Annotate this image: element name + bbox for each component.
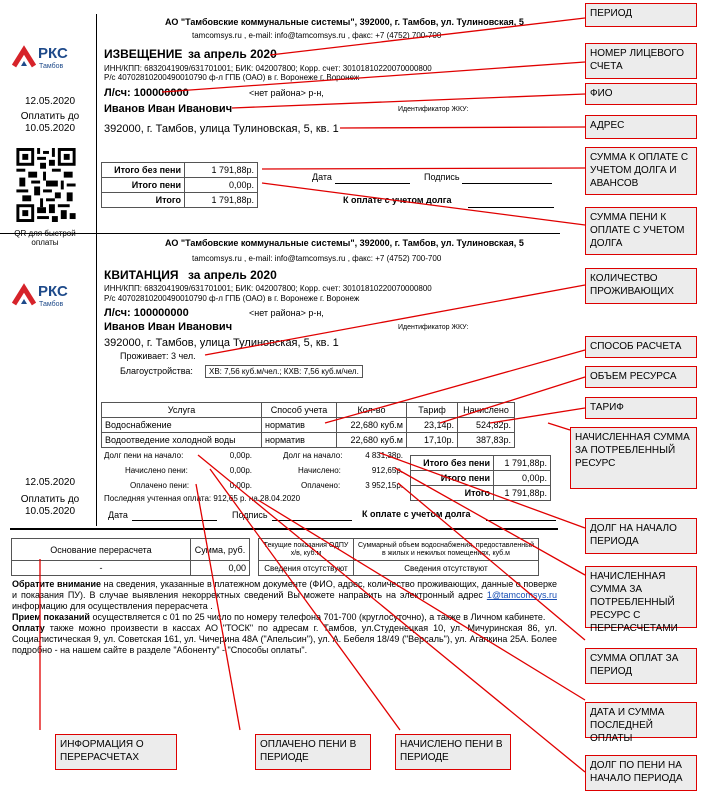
notice-sign-label: Подпись	[424, 172, 460, 182]
notice-pay-until-label: Оплатить до	[20, 111, 80, 122]
callout-recalc-info: ИНФОРМАЦИЯ О ПЕРЕРАСЧЕТАХ	[55, 734, 177, 770]
receipt-contacts-line: tamcomsys.ru , e-mail: info@tamcomsys.ru , факс: +7 (4752) 700-700	[192, 254, 442, 263]
service-charged: 524,82р.	[458, 418, 515, 433]
note-verify-bold: Обратите внимание	[12, 579, 102, 589]
notice-inn: ИНН/КПП: 6832041909/631701001; БИК: 042007800; Корр. счет: 30101810220070000800	[104, 64, 432, 73]
callout-residents: КОЛИЧЕСТВО ПРОЖИВАЮЩИХ	[585, 268, 697, 304]
notice-totals-table	[101, 162, 258, 208]
receipt-date: 12.05.2020	[24, 477, 76, 488]
company-logo	[12, 42, 70, 82]
charged-value: 912,65р.	[371, 466, 403, 475]
notes-block	[12, 579, 557, 656]
callout-tariff: ТАРИФ	[585, 397, 697, 419]
receipt-date-label: Дата	[108, 510, 128, 520]
receipt-name: Иванов Иван Иванович	[104, 321, 233, 333]
notice-address: 392000, г. Тамбов, улица Тулиновская, 5, кв. 1	[104, 123, 339, 135]
receipt-date-line	[132, 520, 217, 521]
odpu-head: Текущие показания ОДПУ х/в, куб.м	[259, 539, 354, 561]
notice-total-label: Итого без пени	[102, 163, 185, 178]
notice-company-line: АО "Тамбовские коммунальные системы", 392000, г. Тамбов, ул. Тулиновская, 5	[165, 17, 524, 27]
notice-total-label: Итого пени	[102, 178, 185, 193]
notice-account: Л/сч: 100000000	[104, 87, 189, 99]
receipt-bottom-divider	[10, 528, 558, 530]
note-verify	[12, 579, 557, 612]
note-email-link[interactable]: 1@tamcomsys.ru	[486, 590, 557, 600]
notice-date-line	[335, 183, 410, 184]
volume-value: Сведения отсутствуют	[354, 561, 539, 576]
receipt-total-value: 1 791,88р.	[494, 456, 551, 471]
notice-total-value: 0,00р.	[185, 178, 258, 193]
receipt-sign-line	[272, 520, 352, 521]
notice-total-value: 1 791,88р.	[185, 163, 258, 178]
notice-period: за апрель 2020	[188, 47, 277, 61]
peni-paid-value: 0,00р.	[229, 481, 252, 490]
callout-account-no: НОМЕР ЛИЦЕВОГО СЧЕТА	[585, 43, 697, 79]
receipt-rs: Р/с 40702810200490010790 ф-л ГПБ (ОАО) в г. Воронеже г. Воронеж	[104, 294, 360, 303]
odpu-table	[258, 538, 539, 576]
notice-date-label: Дата	[312, 172, 332, 182]
receipt-total-label: Итого без пени	[411, 456, 494, 471]
callout-debt-start: ДОЛГ НА НАЧАЛО ПЕРИОДА	[585, 518, 697, 554]
services-table	[101, 402, 515, 448]
qr-caption: оплаты	[31, 238, 59, 247]
receipt-account: Л/сч: 100000000	[104, 307, 189, 319]
notice-pay-until: 10.05.2020	[24, 123, 76, 134]
recalc-sum: 0,00	[191, 561, 250, 576]
company-logo	[12, 280, 70, 320]
receipt-total-value: 1 791,88р.	[494, 486, 551, 501]
note-readings-bold: Прием показаний	[12, 612, 90, 622]
notice-total-value: 1 791,88р.	[185, 193, 258, 208]
service-qty: 22,680 куб.м	[337, 433, 407, 448]
peni-charged-label: Начислено пени:	[125, 466, 188, 475]
notice-pay-line	[468, 207, 554, 208]
services-head-qty: Кол-во	[337, 403, 407, 418]
service-method: норматив	[262, 418, 337, 433]
receipt-inn: ИНН/КПП: 6832041909/631701001; БИК: 042007800; Корр. счет: 30101810220070000800	[104, 284, 432, 293]
logo-text: РКС	[38, 45, 68, 62]
services-head-method: Способ учета	[262, 403, 337, 418]
note-verify-text: на сведения, указанные в платежном документе (ФИО, адрес, количество проживающих, данные о поверке и показания ПУ). В случае выявления некорректных сведений Вы можете направить на электронный адрес	[12, 579, 557, 600]
notice-contacts-line: tamcomsys.ru , e-mail: info@tamcomsys.ru , факс: +7 (4752) 700-700	[192, 31, 442, 40]
receipt-period: за апрель 2020	[188, 268, 277, 282]
vertical-divider	[96, 14, 97, 526]
receipt-title: КВИТАНЦИЯ	[104, 268, 179, 282]
callout-peni-charged: НАЧИСЛЕНО ПЕНИ В ПЕРИОДЕ	[395, 734, 511, 770]
receipt-pay-line	[486, 520, 556, 521]
debt-start-value: 4 831,38р.	[365, 451, 403, 460]
callout-volume: ОБЪЕМ РЕСУРСА	[585, 366, 697, 388]
services-head-service: Услуга	[102, 403, 262, 418]
callout-charged-recalc: НАЧИСЛЕННАЯ СУММА ЗА ПОТРЕБЛЕННЫЙ РЕСУРС С ПЕРЕРАСЧЕТАМИ	[585, 566, 697, 628]
callout-sum-with-debt: СУММА К ОПЛАТЕ С УЧЕТОМ ДОЛГА И АВАНСОВ	[585, 147, 697, 195]
peni-debt-start-label: Долг пени на начало:	[104, 451, 184, 460]
callout-charged: НАЧИСЛЕННАЯ СУММА ЗА ПОТРЕБЛЕННЫЙ РЕСУРС	[570, 427, 697, 489]
callout-peni-debt-start: ДОЛГ ПО ПЕНИ НА НАЧАЛО ПЕРИОДА	[585, 755, 697, 791]
note-payment	[12, 623, 557, 656]
service-method: норматив	[262, 433, 337, 448]
logo-subtext: Тамбов	[39, 301, 64, 308]
callout-peni-with-debt: СУММА ПЕНИ К ОПЛАТЕ С УЧЕТОМ ДОЛГА	[585, 207, 697, 255]
note-readings	[12, 612, 557, 623]
notice-rs: Р/с 40702810200490010790 ф-л ГПБ (ОАО) в г. Воронеже г. Воронеж	[104, 73, 360, 82]
peni-paid-label: Оплачено пени:	[130, 481, 190, 490]
logo-text: РКС	[38, 283, 68, 300]
receipt-amenities-label: Благоустройства:	[120, 366, 193, 376]
receipt-total-label: Итого	[411, 486, 494, 501]
debt-start-label: Долг на начало:	[283, 451, 343, 460]
notice-sign-line	[462, 183, 552, 184]
charged-label: Начислено:	[298, 466, 341, 475]
notice-total-label: Итого	[102, 193, 185, 208]
note-payment-bold: Оплату	[12, 623, 45, 633]
receipt-residents: Проживает: 3 чел.	[120, 351, 196, 361]
callout-fio: ФИО	[585, 83, 697, 105]
recalc-basis: -	[12, 561, 191, 576]
paid-label: Оплачено:	[301, 481, 341, 490]
service-name: Водоснабжение	[102, 418, 262, 433]
receipt-pay-until-label: Оплатить до	[20, 494, 80, 505]
receipt-amenities: ХВ: 7,56 куб.м/чел.; КХВ: 7,56 куб.м/чел.	[205, 365, 363, 378]
receipt-zku-label: Идентификатор ЖКУ:	[398, 324, 469, 331]
receipt-sign-label: Подпись	[232, 510, 268, 520]
note-readings-text: осуществляется с 01 по 25 число по номеру телефона 701-700 (круглосуточно), а также в Личном кабинете.	[89, 612, 546, 622]
note-verify-end: информацию для осуществления перерасчета .	[12, 601, 213, 611]
receipt-totals-table	[410, 455, 551, 501]
volume-head: Суммарный объем водоснабжения, предоставленный в жилых и нежилых помещениях, куб.м	[354, 539, 539, 561]
service-tariff: 17,10р.	[407, 433, 458, 448]
callout-period: ПЕРИОД	[585, 3, 697, 27]
callout-peni-paid: ОПЛАЧЕНО ПЕНИ В ПЕРИОДЕ	[255, 734, 371, 770]
table-row	[102, 418, 515, 433]
receipt-pay-with-debt: К оплате с учетом долга	[362, 509, 471, 519]
callout-address: АДРЕС	[585, 115, 697, 139]
peni-charged-value: 0,00р.	[229, 466, 252, 475]
services-head-tariff: Тариф	[407, 403, 458, 418]
paid-value: 3 952,15р.	[365, 481, 403, 490]
qr-code	[16, 148, 76, 222]
service-tariff: 23,14р.	[407, 418, 458, 433]
receipt-district: <нет района> р-н,	[249, 308, 324, 318]
notice-pay-with-debt: К оплате с учетом долга	[343, 195, 452, 205]
receipt-company-line: АО "Тамбовские коммунальные системы", 392000, г. Тамбов, ул. Тулиновская, 5	[165, 238, 524, 248]
notice-title: ИЗВЕЩЕНИЕ	[104, 47, 183, 61]
callout-paid: СУММА ОПЛАТ ЗА ПЕРИОД	[585, 648, 697, 684]
service-qty: 22,680 куб.м	[337, 418, 407, 433]
logo-subtext: Тамбов	[39, 63, 64, 70]
notice-zku-label: Идентификатор ЖКУ:	[398, 106, 469, 113]
receipt-total-value: 0,00р.	[494, 471, 551, 486]
recalc-table	[11, 538, 250, 576]
recalc-head-sum: Сумма, руб.	[191, 539, 250, 561]
receipt-address: 392000, г. Тамбов, улица Тулиновская, 5, кв. 1	[104, 337, 339, 349]
notice-name: Иванов Иван Иванович	[104, 103, 233, 115]
callout-last-payment: ДАТА И СУММА ПОСЛЕДНЕЙ ОПЛАТЫ	[585, 702, 697, 738]
notice-receipt-divider	[0, 233, 560, 234]
notice-date: 12.05.2020	[24, 96, 76, 107]
last-payment: Последняя учтенная оплата: 912,65 р. на 28.04.2020	[104, 494, 301, 503]
table-row	[102, 433, 515, 448]
recalc-head-basis: Основание перерасчета	[12, 539, 191, 561]
receipt-total-label: Итого пени	[411, 471, 494, 486]
odpu-value: Сведения отсутствуют	[259, 561, 354, 576]
notice-district: <нет района> р-н,	[249, 88, 324, 98]
service-name: Водоотведение холодной воды	[102, 433, 262, 448]
peni-debt-start-value: 0,00р.	[229, 451, 252, 460]
services-head-charged: Начислено	[458, 403, 515, 418]
note-payment-text: также можно произвести в кассах АО "ТОСК" по адресам г. Тамбов, ул.Студенецкая 10, ул. Мичуринская 86, ул. Социалистическая 9, ул. Советская 161, ул. Чичерина 48А ("Апельсин"), ул. А. Бебеля 18/49 ("Версаль"), ул. Агапкина 25А. Более подробно - на нашем сайте в разделе "Абоненту" - "Способы оплаты".	[12, 623, 557, 655]
callout-calc-method: СПОСОБ РАСЧЕТА	[585, 336, 697, 358]
receipt-pay-until: 10.05.2020	[24, 506, 76, 517]
service-charged: 387,83р.	[458, 433, 515, 448]
